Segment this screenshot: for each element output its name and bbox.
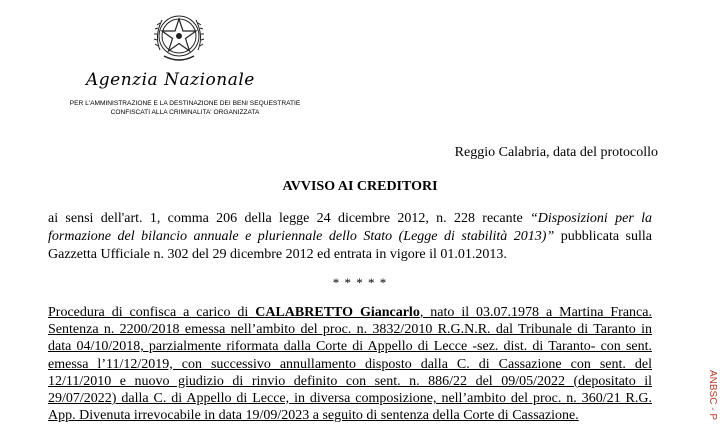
emblem-icon xyxy=(150,6,208,68)
separator: * * * * * xyxy=(332,275,388,290)
protocol-stamp: ANBSC - P xyxy=(707,370,718,421)
agency-subtitle: PER L'AMMINISTRAZIONE E LA DESTINAZIONE DEI BENI SEQUESTRATIE CONFISCATI ALLA CRIMINALITA' ORGANIZZATA xyxy=(69,100,301,116)
document-title: AVVISO AI CREDITORI xyxy=(282,179,438,194)
intro-paragraph xyxy=(48,210,652,264)
intro-law-title: “Disposizioni per la formazione del bilancio annuale e pluriennale dello Stato (Legge di stabilità 2013)” xyxy=(48,211,652,244)
defendant-name: CALABRETTO Giancarlo xyxy=(255,305,420,320)
intro-suffix: pubblicata sulla Gazzetta Ufficiale n. 302 del 29 dicembre 2012 ed entrata in vigore il 01.01.2013. xyxy=(48,229,652,262)
procedure-prefix: Procedura di confisca a carico di xyxy=(48,305,256,320)
intro-prefix: ai sensi dell'art. 1, comma 206 della legge 24 dicembre 2012, n. 228 recante xyxy=(48,211,531,226)
procedure-paragraph xyxy=(48,304,652,424)
agency-logo-text: Agenzia Nazionale xyxy=(86,70,255,90)
procedure-text: , nato il 03.07.1978 a Martina Franca. Sentenza n. 2200/2018 emessa nell’ambito del proc. n. 3832/2010 R.G.N.R. dal Tribunale di Taranto in data 04/10/2018, parzialmente riformata dalla Corte di Appello di Lecce -sez. dist. di Taranto- con sent. emessa l’11/12/2019, con successivo annullamento disposto dalla C. di Cassazione con sent. del 12/11/2010 e nuovo giudizio di rinvio definito con sent. n. 886/22 del 09/05/2022 (depositato il 29/07/2022) dalla C. di Appello di Lecce, in diversa composizione, nell’ambito del proc. n. 360/21 R.G. App. Divenuta irrevocabile in data 19/09/2023 a seguito di sentenza della Corte di Cassazione. xyxy=(48,305,652,424)
place-date: Reggio Calabria, data del protocollo xyxy=(454,145,658,160)
